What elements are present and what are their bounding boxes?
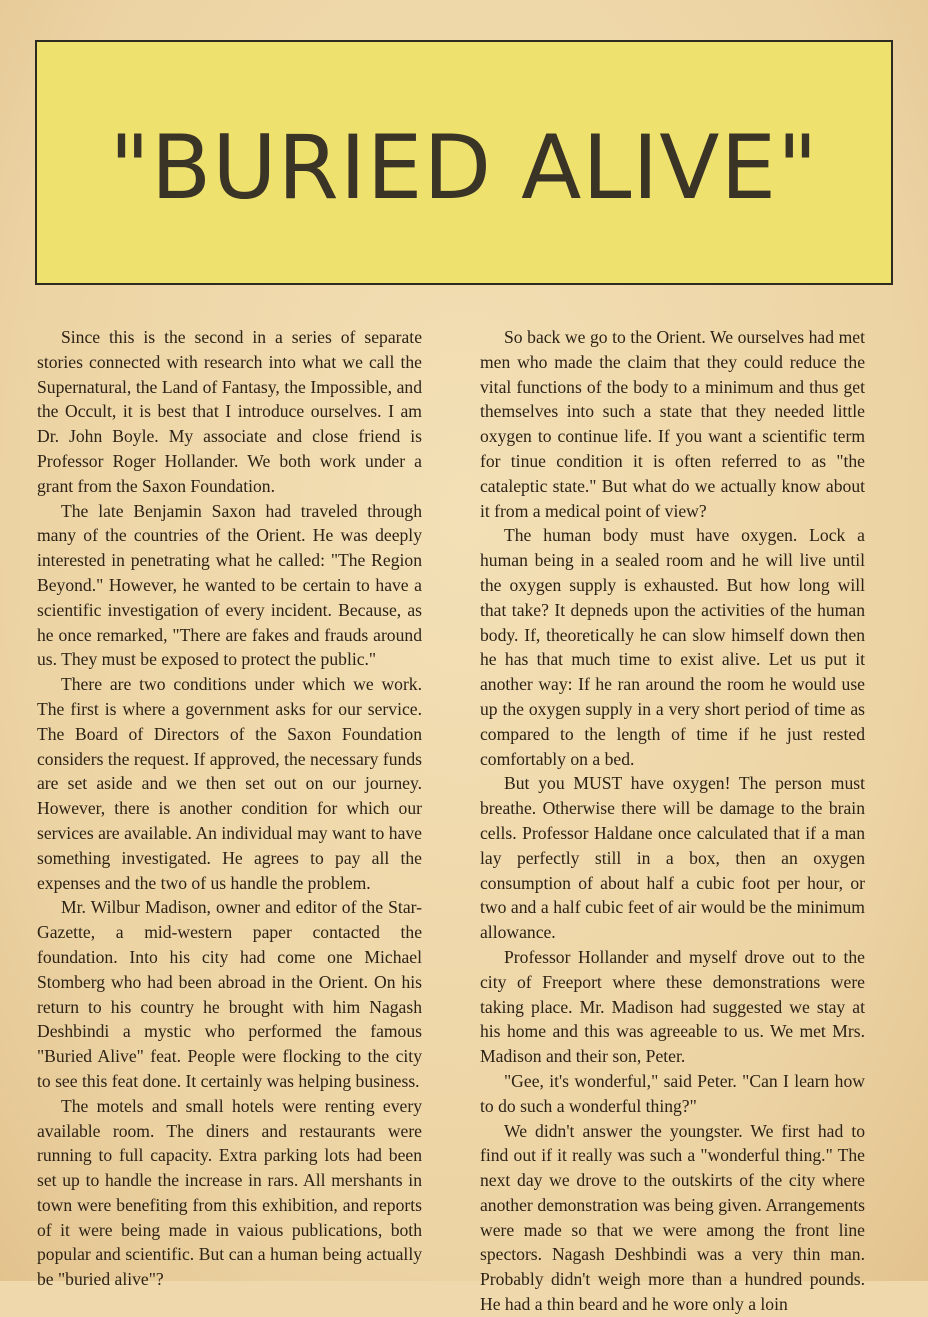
paragraph: But you MUST have oxygen! The person must breathe. Otherwise there will be damage to the brain cells. Professor Haldane once calculated that if a man lay perfectly still in a box, then an oxygen consumption of about half a cubic foot per hour, or two and a half cubic feet of air would be the minimum allowance. [480,773,865,943]
paragraph: Mr. Wilbur Madison, owner and editor of the Star-Gazette, a mid-western paper contacted the foundation. Into his city had come one Michael Stomberg who had been abroad in the Orient. On his return to his country he brought with him Nagash Deshbindi a mystic who performed the famous "Buried Alive" feat. People were flocking to the city to see this feat done. It certainly was helping business. [37,897,422,1091]
left-column [37,325,422,1292]
paragraph: So back we go to the Orient. We ourselves had met men who made the claim that they could reduce the vital functions of the body to a minimum and thus get themselves into such a state that they needed little oxygen to continue life. If you want a scientific term for tinue condition it is often referred to as "the cataleptic state." But what do we actually know about it from a medical point of view? [480,327,865,521]
paragraph: Professor Hollander and myself drove out to the city of Freeport where these demonstrations were taking place. Mr. Madison had suggested we stay at his home and this was agreeable to us. We met Mrs. Madison and their son, Peter. [480,946,865,1067]
paragraph: The late Benjamin Saxon had traveled through many of the countries of the Orient. He was deeply interested in penetrating what he called: "The Region Beyond." However, he wanted to be certain to have a scientific investigation of every incident. Because, as he once remarked, "There are fakes and frauds around us. They must be exposed to protect the public." [37,500,422,670]
right-column [480,325,865,1317]
paragraph: We didn't answer the youngster. We first had to find out if it really was such a "wonderful thing." The next day we drove to the outskirts of the city where another demonstration was being given. Arrangements were made so that we were among the front line spectors. Nagash Deshbindi was a very thin man. Probably didn't weigh more than a hundred pounds. He had a thin beard and he wore only a loin [480,1120,865,1315]
story-title: "BURIED ALIVE" [109,116,819,219]
paragraph: The human body must have oxygen. Lock a human being in a sealed room and he will live until the oxygen supply is exhausted. But how long will that take? It depneds upon the activities of the human body. If, theoretically he can slow himself down then he has that much time to exist alive. Let us put it another way: If he ran around the room he would use up the oxygen supply in a very short period of time as compared to the length of time if he just rested comfortably on a bed. [480,525,865,769]
paragraph: The motels and small hotels were renting every available room. The diners and restaurants were running to full capacity. Extra parking lots had been set up to handle the increase in rars. All mershants in town were benefiting from this exhibition, and reports of it were being made in vaious publications, both popular and scientific. But can a human being actually be "buried alive"? [37,1095,422,1290]
paragraph: Since this is the second in a series of separate stories connected with research into what we call the Supernatural, the Land of Fantasy, the Impossible, and the Occult, it is best that I introduce ourselves. I am Dr. John Boyle. My associate and close friend is Professor Roger Hollander. We both work under a grant from the Saxon Foundation. [37,327,422,496]
paragraph: "Gee, it's wonderful," said Peter. "Can I learn how to do such a wonderful thing?" [480,1070,865,1116]
title-panel [35,40,893,285]
paragraph: There are two conditions under which we work. The first is where a government asks for our service. The Board of Directors of the Saxon Foundation considers the request. If approved, the necessary funds are set aside and we then set out on our journey. However, there is another condition for which our services are available. An individual may want to have something investigated. He agrees to pay all the expenses and the two of us handle the problem. [37,674,422,893]
